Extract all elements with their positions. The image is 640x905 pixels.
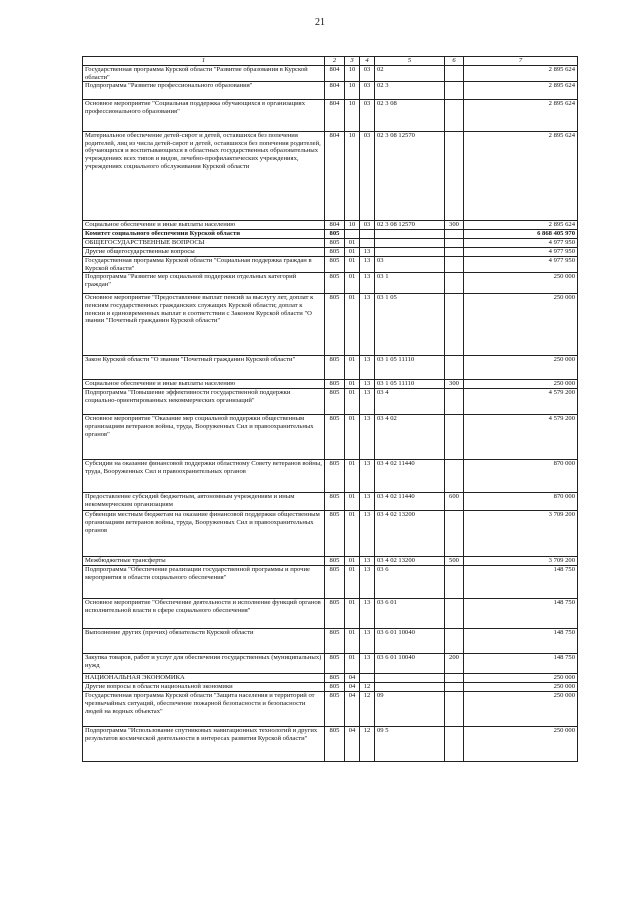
row-name: Межбюджетные трансферты [83,557,325,566]
row-expense-type [445,273,464,294]
row-name: Государственная программа Курской области "Развитие образования в Курской области" [83,66,325,82]
row-grbs: 805 [325,511,345,557]
row-subsection: 13 [360,566,375,599]
row-name: Подпрограмма "Развитие профессионального образования" [83,82,325,100]
row-section: 01 [345,460,360,493]
row-grbs: 804 [325,100,345,132]
row-subsection: 13 [360,273,375,294]
header-col-3: 3 [345,57,360,66]
row-grbs: 805 [325,389,345,415]
row-target-article: 03 4 02 11440 [375,493,445,511]
row-grbs: 804 [325,221,345,230]
row-name: Выполнение других (прочих) обязательств Курской области [83,629,325,654]
row-name: Предоставление субсидий бюджетным, автономным учреждениям и иным некоммерческим организациям [83,493,325,511]
header-col-7: 7 [464,57,578,66]
table-row [83,221,578,230]
row-amount: 6 868 405 970 [464,230,578,239]
row-amount: 2 895 624 [464,132,578,221]
row-name: Закон Курской области "О звании "Почетный гражданин Курской области" [83,356,325,380]
budget-table [82,56,578,762]
row-expense-type [445,415,464,460]
row-expense-type [445,66,464,82]
row-subsection: 13 [360,629,375,654]
row-expense-type [445,692,464,727]
row-expense-type [445,356,464,380]
row-amount: 3 709 200 [464,511,578,557]
table-row [83,389,578,415]
row-target-article: 03 4 [375,389,445,415]
row-target-article [375,230,445,239]
row-grbs: 805 [325,460,345,493]
row-subsection: 13 [360,257,375,273]
row-subsection: 13 [360,380,375,389]
row-name: Социальное обеспечение и иные выплаты населению [83,221,325,230]
table-row [83,230,578,239]
row-section: 01 [345,511,360,557]
header-col-5: 5 [375,57,445,66]
row-name: Подпрограмма "Развитие мер социальной поддержки отдельных категорий граждан" [83,273,325,294]
row-section: 01 [345,273,360,294]
row-section: 10 [345,221,360,230]
table-row [83,599,578,629]
row-amount: 870 000 [464,460,578,493]
row-subsection: 13 [360,389,375,415]
row-target-article: 02 3 08 12570 [375,221,445,230]
row-subsection: 03 [360,100,375,132]
row-target-article: 03 1 05 11110 [375,356,445,380]
header-col-2: 2 [325,57,345,66]
table-row [83,557,578,566]
row-amount: 250 000 [464,683,578,692]
row-amount: 250 000 [464,356,578,380]
row-grbs: 805 [325,273,345,294]
row-section: 01 [345,629,360,654]
table-row [83,727,578,762]
row-expense-type [445,566,464,599]
row-name: Подпрограмма "Повышение эффективности государственной поддержки социально-ориентированных некоммерческих организаций" [83,389,325,415]
table-row [83,66,578,82]
row-subsection: 12 [360,683,375,692]
row-target-article: 02 [375,66,445,82]
row-target-article: 03 6 01 10040 [375,629,445,654]
row-subsection: 03 [360,66,375,82]
header-col-4: 4 [360,57,375,66]
row-target-article [375,683,445,692]
row-section: 10 [345,132,360,221]
table-row [83,674,578,683]
row-target-article [375,674,445,683]
row-section: 01 [345,415,360,460]
row-subsection: 13 [360,460,375,493]
row-grbs: 805 [325,692,345,727]
row-expense-type [445,239,464,248]
row-target-article: 03 4 02 13200 [375,557,445,566]
row-section: 10 [345,82,360,100]
row-amount: 4 977 950 [464,248,578,257]
row-target-article: 03 1 [375,273,445,294]
row-target-article: 03 6 01 10040 [375,654,445,674]
row-target-article: 03 1 05 [375,294,445,356]
row-amount: 2 895 624 [464,82,578,100]
row-expense-type [445,674,464,683]
row-subsection: 13 [360,599,375,629]
table-header-row [83,57,578,66]
row-name: ОБЩЕГОСУДАРСТВЕННЫЕ ВОПРОСЫ [83,239,325,248]
row-amount: 2 895 624 [464,221,578,230]
row-subsection [360,239,375,248]
table-row [83,132,578,221]
row-name: Основное мероприятие "Оказание мер социальной поддержки общественным организациям ветеранов войны, труда, Вооруженных Сил и правоохранительных органов" [83,415,325,460]
row-section: 01 [345,599,360,629]
row-name: Основное мероприятие "Предоставление выплат пенсий за выслугу лет, доплат к пенсиям государственных гражданских служащих Курской области; доплат к пенсии и единовременных выплат в соответствии с Законом Курской области "О звании "Почетный гражданин Курской области" [83,294,325,356]
row-subsection: 13 [360,415,375,460]
row-section: 01 [345,257,360,273]
row-grbs: 805 [325,683,345,692]
row-amount: 148 750 [464,566,578,599]
row-expense-type: 300 [445,221,464,230]
row-target-article: 03 6 [375,566,445,599]
row-grbs: 805 [325,356,345,380]
row-subsection: 13 [360,356,375,380]
row-subsection: 12 [360,692,375,727]
table-row [83,415,578,460]
table-row [83,356,578,380]
row-target-article: 03 4 02 11440 [375,460,445,493]
row-amount: 250 000 [464,692,578,727]
row-section: 01 [345,557,360,566]
row-name: Подпрограмма "Использование спутниковых навигационных технологий и других результатов космической деятельности в интересах развития Курской области" [83,727,325,762]
row-target-article: 09 5 [375,727,445,762]
row-amount: 250 000 [464,674,578,683]
row-amount: 3 709 200 [464,557,578,566]
row-expense-type [445,100,464,132]
row-grbs: 805 [325,239,345,248]
row-expense-type [445,727,464,762]
row-amount: 4 977 950 [464,239,578,248]
row-grbs: 805 [325,727,345,762]
row-expense-type [445,511,464,557]
row-target-article [375,248,445,257]
row-target-article: 09 [375,692,445,727]
row-expense-type [445,82,464,100]
row-expense-type [445,389,464,415]
row-subsection: 13 [360,511,375,557]
row-grbs: 805 [325,654,345,674]
row-expense-type [445,683,464,692]
row-name: Основное мероприятие "Обеспечение деятельности и исполнение функций органов исполнительной власти в сфере социального обеспечения" [83,599,325,629]
row-name: Закупка товаров, работ и услуг для обеспечения государственных (муниципальных) нужд [83,654,325,674]
row-target-article [375,239,445,248]
row-target-article: 02 3 [375,82,445,100]
row-subsection: 13 [360,557,375,566]
row-target-article: 03 6 01 [375,599,445,629]
page-number: 21 [315,17,325,28]
row-section: 10 [345,66,360,82]
row-subsection [360,674,375,683]
row-subsection: 03 [360,132,375,221]
row-subsection: 03 [360,221,375,230]
row-subsection: 03 [360,82,375,100]
row-section: 01 [345,248,360,257]
table-row [83,683,578,692]
row-grbs: 805 [325,415,345,460]
row-amount: 2 895 624 [464,66,578,82]
header-col-6: 6 [445,57,464,66]
row-amount: 2 895 624 [464,100,578,132]
row-target-article: 03 1 05 11110 [375,380,445,389]
header-col-1: 1 [83,57,325,66]
row-section [345,230,360,239]
row-section: 01 [345,356,360,380]
row-amount: 250 000 [464,380,578,389]
row-section: 01 [345,389,360,415]
row-amount: 148 750 [464,629,578,654]
row-section: 04 [345,692,360,727]
row-grbs: 804 [325,132,345,221]
table-row [83,566,578,599]
row-expense-type: 600 [445,493,464,511]
row-expense-type [445,294,464,356]
row-amount: 148 750 [464,654,578,674]
row-name: Подпрограмма "Обеспечение реализации государственной программы и прочие мероприятия в области социального обеспечения" [83,566,325,599]
row-subsection: 13 [360,294,375,356]
row-grbs: 805 [325,557,345,566]
row-grbs: 804 [325,82,345,100]
row-grbs: 805 [325,294,345,356]
row-amount: 250 000 [464,727,578,762]
row-expense-type [445,230,464,239]
row-section: 04 [345,674,360,683]
table-row [83,82,578,100]
table-row [83,692,578,727]
row-name: Государственная программа Курской области "Защита населения и территорий от чрезвычайных ситуаций, обеспечение пожарной безопасности и безопасности людей на водных объектах" [83,692,325,727]
row-grbs: 805 [325,493,345,511]
row-amount: 4 977 950 [464,257,578,273]
row-expense-type [445,248,464,257]
row-amount: 148 750 [464,599,578,629]
row-subsection: 13 [360,248,375,257]
row-name: Материальное обеспечение детей-сирот и детей, оставшихся без попечения родителей, лиц из числа детей-сирот и детей, оставшихся без попечения родителей, обучающихся и воспитывающихся в областных государственных образовательных учреждениях всех типов и видов, лечебно-профилактических учреждениях, учреждениях социального обслуживания Курской области [83,132,325,221]
row-target-article: 03 4 02 [375,415,445,460]
row-section: 04 [345,727,360,762]
row-grbs: 805 [325,257,345,273]
row-section: 10 [345,100,360,132]
row-section: 01 [345,566,360,599]
row-name: Государственная программа Курской области "Социальная поддержка граждан в Курской области" [83,257,325,273]
row-grbs: 805 [325,230,345,239]
row-name: Основное мероприятие "Социальная поддержка обучающихся в организациях профессионального образования" [83,100,325,132]
row-amount: 250 000 [464,273,578,294]
row-target-article: 03 [375,257,445,273]
row-target-article: 02 3 08 12570 [375,132,445,221]
row-name: Комитет социального обеспечения Курской области [83,230,325,239]
row-section: 01 [345,493,360,511]
row-target-article: 03 4 02 13200 [375,511,445,557]
row-grbs: 805 [325,674,345,683]
row-target-article: 02 3 08 [375,100,445,132]
row-expense-type: 200 [445,654,464,674]
row-section: 01 [345,294,360,356]
row-name: Другие вопросы в области национальной экономики [83,683,325,692]
row-expense-type [445,460,464,493]
row-grbs: 805 [325,599,345,629]
row-amount: 4 579 200 [464,415,578,460]
table-row [83,511,578,557]
row-expense-type [445,132,464,221]
row-grbs: 805 [325,629,345,654]
row-amount: 4 579 200 [464,389,578,415]
table-row [83,248,578,257]
row-name: НАЦИОНАЛЬНАЯ ЭКОНОМИКА [83,674,325,683]
row-name: Другие общегосударственные вопросы [83,248,325,257]
row-grbs: 805 [325,248,345,257]
table-row [83,273,578,294]
table-row [83,654,578,674]
row-section: 01 [345,239,360,248]
row-subsection: 12 [360,727,375,762]
row-amount: 870 000 [464,493,578,511]
row-grbs: 805 [325,380,345,389]
table-row [83,100,578,132]
table-row [83,380,578,389]
row-subsection: 13 [360,493,375,511]
row-section: 01 [345,654,360,674]
row-expense-type [445,599,464,629]
row-subsection [360,230,375,239]
row-name: Социальное обеспечение и иные выплаты населению [83,380,325,389]
row-section: 04 [345,683,360,692]
table-row [83,460,578,493]
row-expense-type [445,629,464,654]
row-expense-type: 300 [445,380,464,389]
row-expense-type: 500 [445,557,464,566]
table-row [83,294,578,356]
row-name: Субсидии на оказание финансовой поддержки областному Совету ветеранов войны, труда, Вооруженных Сил и правоохранительных органов [83,460,325,493]
row-amount: 250 000 [464,294,578,356]
table-row [83,257,578,273]
row-expense-type [445,257,464,273]
row-section: 01 [345,380,360,389]
row-subsection: 13 [360,654,375,674]
row-name: Субвенции местным бюджетам на оказание финансовой поддержки общественным организациям ветеранов войны, труда, Вооруженных Сил и правоохранительных органов [83,511,325,557]
table-row [83,493,578,511]
table-row [83,239,578,248]
row-grbs: 804 [325,66,345,82]
row-grbs: 805 [325,566,345,599]
table-row [83,629,578,654]
